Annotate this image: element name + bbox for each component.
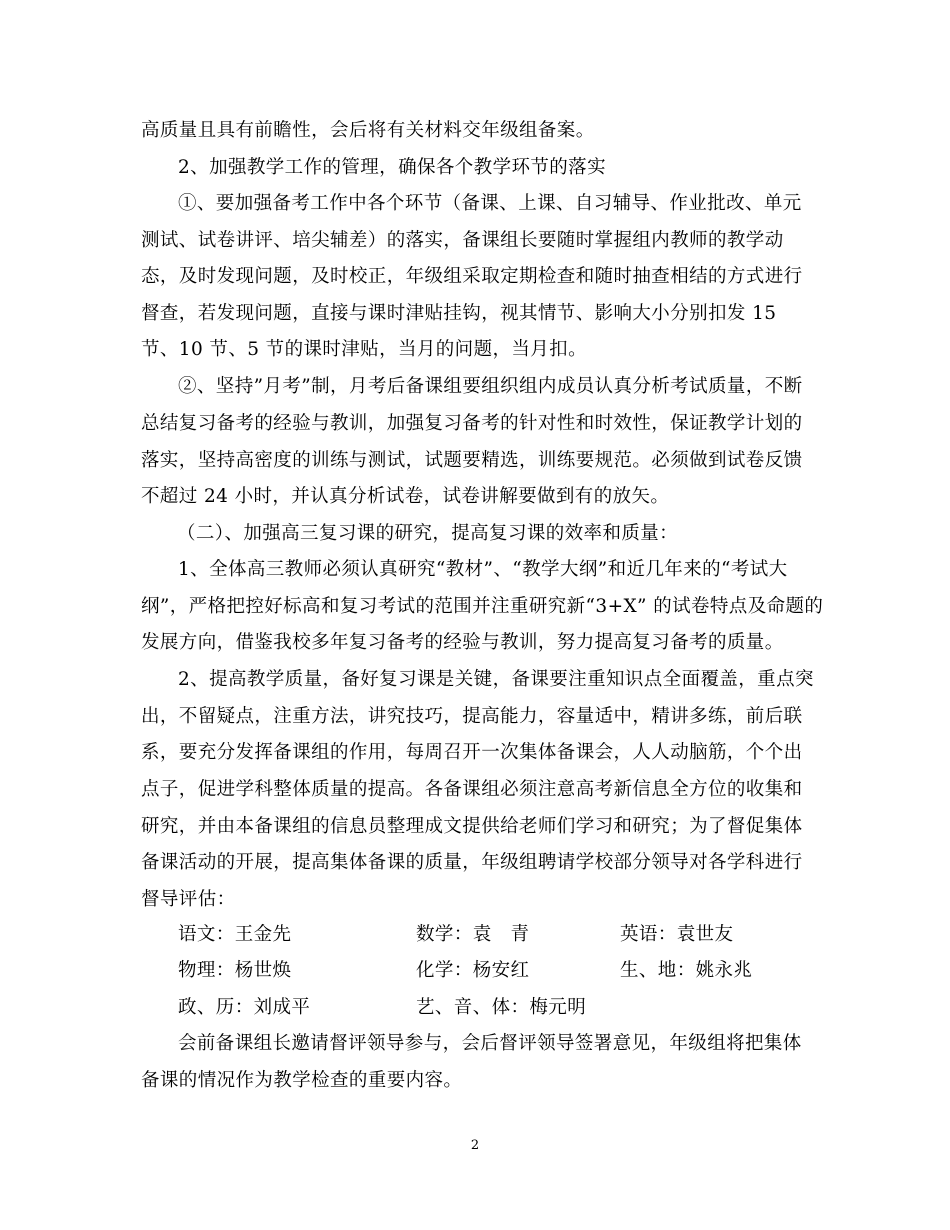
supervisor-entry: 物理：杨世焕 xyxy=(178,960,292,981)
text-line: 2、加强教学工作的管理，确保各个教学环节的落实 xyxy=(178,157,606,178)
text-line: 不超过 24 小时，并认真分析试卷，试卷讲解要做到有的放矢。 xyxy=(141,486,670,507)
text-line: 督查，若发现问题，直接与课时津贴挂钩，视其情节、影响大小分别扣发 15 xyxy=(141,303,777,324)
text-line: 落实，坚持高密度的训练与测试，试题要精选，训练要规范。必须做到试卷反馈 xyxy=(141,450,803,471)
text-line: （二）、加强高三复习课的研究，提高复习课的效率和质量： xyxy=(177,523,679,544)
text-line: 态，及时发现问题，及时校正，年级组采取定期检查和随时抽查相结的方式进行 xyxy=(141,266,803,287)
supervisor-entry: 政、历：刘成平 xyxy=(178,997,311,1018)
text-line: ②、坚持”月考”制，月考后备课组要组织组内成员认真分析考试质量，不断 xyxy=(178,376,803,397)
text-line: 2、提高教学质量，备好复习课是关键，备课要注重知识点全面覆盖，重点突 xyxy=(178,669,814,690)
text-line: 1、全体高三教师必须认真研究“教材”、“教学大纲”和近几年来的“考试大 xyxy=(178,559,788,580)
text-line: 节、10 节、5 节的课时津贴，当月的问题，当月扣。 xyxy=(141,339,587,360)
text-line: 督导评估： xyxy=(141,889,236,910)
text-line: 点子，促进学科整体质量的提高。各备课组必须注意高考新信息全方位的收集和 xyxy=(141,779,803,800)
text-line: 纲”，严格把控好标高和复习考试的范围并注重研究新“3+X” 的试卷特点及命题的 xyxy=(141,596,824,617)
supervisor-entry: 艺、音、体：梅元明 xyxy=(416,997,587,1018)
text-line: 总结复习备考的经验与教训，加强复习备考的针对性和时效性，保证教学计划的 xyxy=(141,413,803,434)
text-line: 发展方向，借鉴我校多年复习备考的经验与教训，努力提高复习备考的质量。 xyxy=(141,632,784,653)
supervisor-entry: 英语：袁世友 xyxy=(620,924,734,945)
text-line: 测试、试卷讲评、培尖辅差）的落实，备课组长要随时掌握组内教师的教学动 xyxy=(141,230,784,251)
supervisor-entry: 化学：杨安红 xyxy=(416,960,530,981)
text-line: ①、要加强备考工作中各个环节（备课、上课、自习辅导、作业批改、单元 xyxy=(178,193,802,214)
closing-line: 会前备课组长邀请督评领导参与，会后督评领导签署意见，年级组将把集体 xyxy=(178,1033,802,1054)
text-line: 研究，并由本备课组的信息员整理成文提供给老师们学习和研究；为了督促集体 xyxy=(141,816,803,837)
text-line: 备课活动的开展，提高集体备课的质量，年级组聘请学校部分领导对各学科进行 xyxy=(141,852,803,873)
supervisor-entry: 数学：袁 青 xyxy=(416,924,530,945)
page-number: 2 xyxy=(470,1138,480,1153)
text-line: 高质量且具有前瞻性，会后将有关材料交年级组备案。 xyxy=(141,120,595,141)
supervisor-entry: 语文：王金先 xyxy=(178,924,292,945)
text-line: 系，要充分发挥备课组的作用，每周召开一次集体备课会，人人动脑筋，个个出 xyxy=(141,742,803,763)
closing-line: 备课的情况作为教学检查的重要内容。 xyxy=(141,1070,463,1091)
text-line: 出，不留疑点，注重方法，讲究技巧，提高能力，容量适中，精讲多练，前后联 xyxy=(141,706,803,727)
supervisor-entry: 生、地：姚永兆 xyxy=(620,960,753,981)
